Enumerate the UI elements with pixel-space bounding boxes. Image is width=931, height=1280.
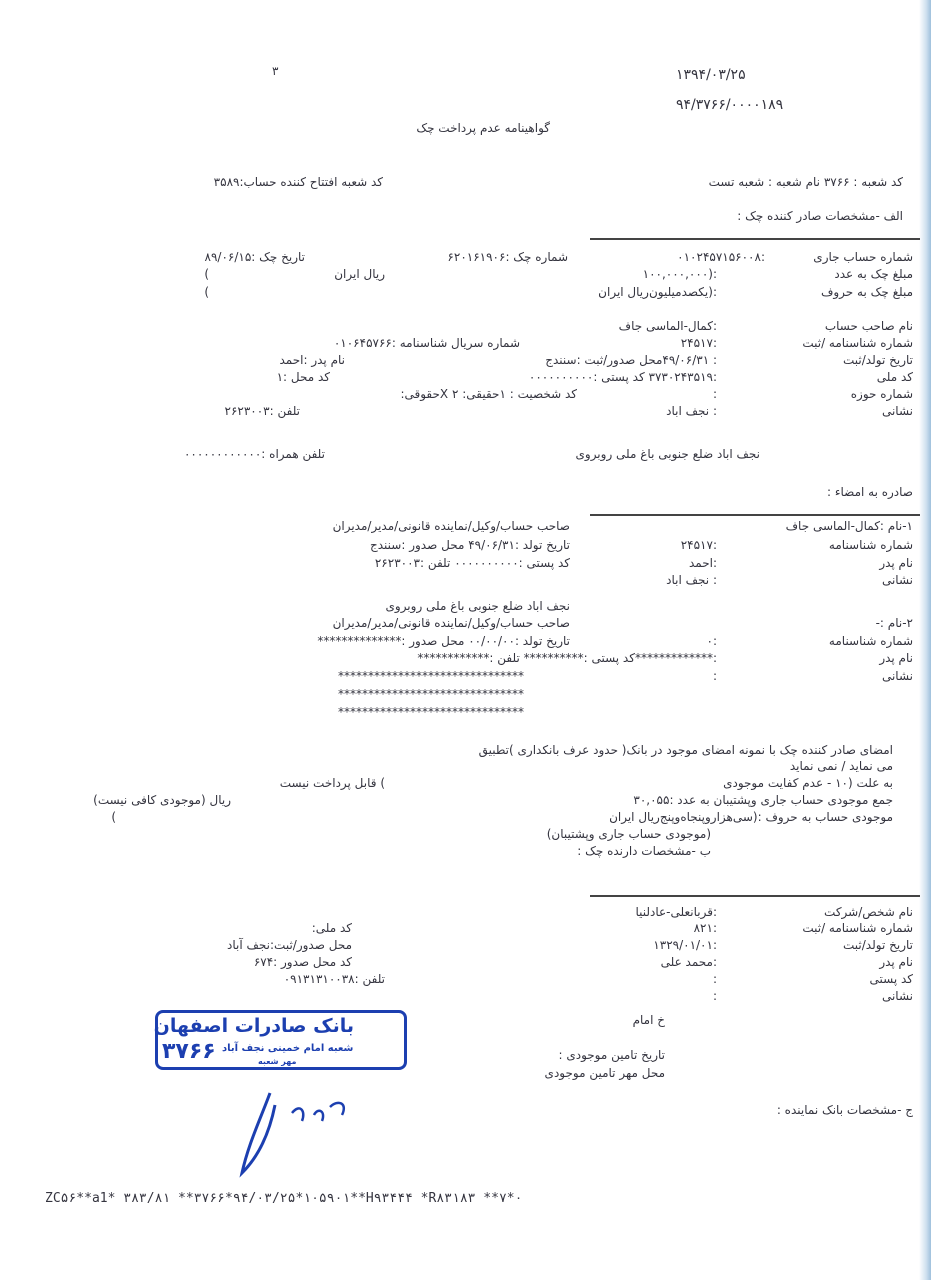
issuer-heading: الف -مشخصات صادر کننده چک : bbox=[737, 209, 903, 223]
supply-date: تاریخ تامین موجودی : bbox=[558, 1048, 665, 1062]
stamp-bank: بانک صادرات اصفهان bbox=[153, 1015, 354, 1037]
document-date: ۱۳۹۴/۰۳/۲۵ bbox=[676, 67, 746, 83]
signer2-name: ۲-نام :- bbox=[875, 616, 913, 630]
signer1-father-value: :احمد bbox=[688, 556, 717, 570]
balance-end: ریال (موجودی کافی نیست) bbox=[93, 793, 231, 807]
place-code: کد محل :۱ bbox=[276, 370, 330, 384]
signer2-father-label: نام پدر bbox=[879, 651, 913, 665]
divider bbox=[590, 895, 920, 897]
signature-match: امضای صادر کننده چک با نمونه امضای موجود در بانک( حدود عرف بانکداری )تطبیق bbox=[478, 743, 893, 757]
address-label: نشانی bbox=[881, 404, 913, 418]
bracket: ) bbox=[111, 810, 116, 824]
divider bbox=[590, 238, 920, 240]
divider bbox=[590, 514, 920, 516]
signer1-name: ۱-نام :کمال-الماسی جاف bbox=[785, 519, 913, 533]
mobile: تلفن همراه :۰۰۰۰۰۰۰۰۰۰۰۰ bbox=[183, 447, 325, 461]
account-value: :۰۱۰۲۴۵۷۱۵۶۰۰۸ bbox=[677, 250, 765, 264]
signer1-id-label: شماره شناسنامه bbox=[828, 538, 913, 552]
phone: تلفن :۲۶۲۳۰۰۳ bbox=[224, 404, 300, 418]
check-number: شماره چک :۶۲۰۱۶۱۹۰۶ bbox=[447, 250, 568, 264]
holder-issue-place: محل صدور/ثبت:نجف آباد bbox=[227, 938, 352, 952]
id-label: شماره شناسنامه /ثبت bbox=[802, 336, 913, 350]
match-options: می نماید / نمی نماید bbox=[789, 759, 893, 773]
holder-postal-label: کد پستی bbox=[869, 972, 913, 986]
zone-value: : bbox=[712, 387, 717, 401]
amount-words-label: مبلغ چک به حروف bbox=[820, 285, 913, 299]
address-value: : نجف اباد bbox=[666, 404, 717, 418]
opening-branch: کد شعبه افتتاح کننده حساب:۳۵۸۹ bbox=[213, 175, 383, 189]
signer1-father-label: نام پدر bbox=[879, 556, 913, 570]
holder-issue-code: کد محل صدور :۶۷۴ bbox=[253, 955, 352, 969]
balance: جمع موجودی حساب جاری وپشتیبان به عدد :۳۰,۰۵۵ bbox=[633, 793, 893, 807]
full-address: نجف اباد ضلع جنوبی باغ ملی روبروی bbox=[575, 447, 760, 461]
signer1-id-value: :۲۴۵۱۷ bbox=[680, 538, 717, 552]
bracket: ) bbox=[204, 267, 209, 281]
stamp-sub: مهر شعبه bbox=[258, 1057, 297, 1066]
balance-note: (موجودی حساب جاری وپشتیبان) bbox=[546, 827, 711, 841]
signer1-full-address: نجف اباد ضلع جنوبی باغ ملی روبروی bbox=[385, 599, 570, 613]
signer2-address-value: : bbox=[712, 669, 717, 683]
entity-type: کد شخصیت : ۱حقیقی: X ۲حقوقی: bbox=[400, 387, 577, 401]
signer1-birth: تاریخ تولد :۴۹/۰۶/۳۱ محل صدور :سنندج bbox=[370, 538, 570, 552]
stamp-branch: شعبه امام خمینی نجف آباد bbox=[222, 1043, 354, 1054]
page-mark: ۳ bbox=[272, 64, 279, 78]
zone-label: شماره حوزه bbox=[850, 387, 913, 401]
holder-birth-label: تاریخ تولد/ثبت bbox=[843, 938, 913, 952]
signer1-postal: کد پستی :۰۰۰۰۰۰۰۰۰۰ تلفن :۲۶۲۳۰۰۳ bbox=[374, 556, 570, 570]
stamp-code: ۳۷۶۶ bbox=[162, 1039, 216, 1064]
handwritten-signature bbox=[230, 1085, 360, 1180]
owner-label: نام صاحب حساب bbox=[824, 319, 913, 333]
branch-info: کد شعبه : ۳۷۶۶ نام شعبه : شعبه تست bbox=[708, 175, 903, 189]
holder-national: کد ملی: bbox=[311, 921, 352, 935]
signer2-id-label: شماره شناسنامه bbox=[828, 634, 913, 648]
holder-address-label: نشانی bbox=[881, 989, 913, 1003]
currency: ریال ایران bbox=[334, 267, 385, 281]
holder-address-value: : bbox=[712, 989, 717, 1003]
birth-label: تاریخ تولد/ثبت bbox=[843, 353, 913, 367]
amount-number-value: :(۱۰۰,۰۰۰,۰۰۰ bbox=[642, 267, 717, 281]
masked-address: ******************************* bbox=[338, 669, 524, 683]
scan-edge bbox=[919, 0, 931, 1280]
national-value: :۳۷۳۰۲۴۳۵۱۹ کد پستی :۰۰۰۰۰۰۰۰۰۰ bbox=[528, 370, 717, 384]
bank-stamp bbox=[155, 1010, 407, 1070]
holder-name-value: :قربانعلی-عادلنیا bbox=[635, 905, 717, 919]
signers-heading: صادره به امضاء : bbox=[827, 485, 913, 499]
amount-words-value: :(یکصدمیلیون‌ریال ایران bbox=[598, 285, 717, 299]
check-date: تاریخ چک :۸۹/۰۶/۱۵ bbox=[204, 250, 305, 264]
account-label: شماره حساب جاری bbox=[813, 250, 913, 264]
bank-heading: ج -مشخصات بانک نماینده : bbox=[776, 1103, 913, 1117]
signer2-address-label: نشانی bbox=[881, 669, 913, 683]
reason-end: ) قابل پرداخت نیست bbox=[279, 776, 385, 790]
national-label: کد ملی bbox=[876, 370, 913, 384]
signer2-role: صاحب حساب/وکیل/نماینده قانونی/مدیر/مدیران bbox=[332, 616, 570, 630]
bracket: ) bbox=[204, 285, 209, 299]
holder-name-label: نام شخص/شرکت bbox=[824, 905, 913, 919]
reason: به علت (۱۰ - عدم کفایت موجودی bbox=[723, 776, 893, 790]
holder-street: خ امام bbox=[632, 1013, 665, 1027]
birth-value: : ۴۹/۰۶/۳۱محل صدور/ثبت :سنندج bbox=[545, 353, 717, 367]
holder-id-label: شماره شناسنامه /ثبت bbox=[802, 921, 913, 935]
signer1-address-value: : نجف اباد bbox=[666, 573, 717, 587]
masked-address: ******************************* bbox=[338, 687, 524, 701]
holder-id-value: :۸۲۱ bbox=[693, 921, 717, 935]
reference-number: ۹۴/۳۷۶۶/۰۰۰۰۱۸۹ bbox=[676, 97, 784, 113]
document-title: گواهینامه عدم پرداخت چک bbox=[416, 121, 550, 135]
serial-number: شماره سریال شناسنامه :۰۱۰۶۴۵۷۶۶ bbox=[333, 336, 520, 350]
holder-father-label: نام پدر bbox=[879, 955, 913, 969]
signer2-father-value: :*************کد پستی :********** تلفن :************ bbox=[417, 651, 717, 665]
signer2-id-value: :۰ bbox=[706, 634, 717, 648]
supply-seal: محل مهر تامین موجودی bbox=[544, 1066, 665, 1080]
signer2-birth: تاریخ تولد :۰۰/۰۰/۰۰ محل صدور :************** bbox=[317, 634, 570, 648]
owner-value: :کمال-الماسی جاف bbox=[618, 319, 717, 333]
holder-phone: تلفن :۰۹۱۳۱۳۱۰۰۳۸ bbox=[283, 972, 385, 986]
amount-number-label: مبلغ چک به عدد bbox=[834, 267, 913, 281]
holder-birth-value: :۱۳۲۹/۰۱/۰۱ bbox=[653, 938, 717, 952]
father-name: نام پدر :احمد bbox=[279, 353, 345, 367]
masked-address: ******************************* bbox=[338, 705, 524, 719]
holder-father-value: :محمد علی bbox=[660, 955, 717, 969]
balance-words: موجودی حساب به حروف :(سی‌هزاروپنجاه‌وپنج‌ریال ایران bbox=[609, 810, 893, 824]
holder-postal-value: : bbox=[712, 972, 717, 986]
signer1-address-label: نشانی bbox=[881, 573, 913, 587]
signer1-role: صاحب حساب/وکیل/نماینده قانونی/مدیر/مدیران bbox=[332, 519, 570, 533]
holder-heading: ب -مشخصات دارنده چک : bbox=[577, 844, 711, 858]
micr-line: ZC۵۶**a1* ۳۸۳/۸۱ **۳۷۶۶*۹۴/۰۳/۲۵*۱۰۵۹۰۱**H۹۳۴۴۴ *R۸۳۱۸۳ **۷*۰ bbox=[45, 1191, 523, 1206]
id-value: :۲۴۵۱۷ bbox=[680, 336, 717, 350]
